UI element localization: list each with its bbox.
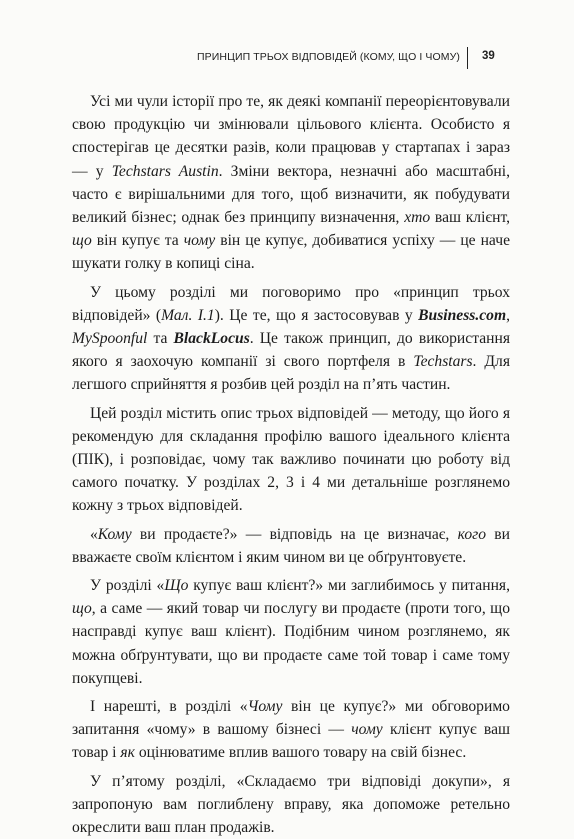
paragraph-text: ваш клієнт, [430,209,511,227]
paragraph [72,281,510,397]
paragraph-text: та [147,330,174,348]
emphasis-text: Techstars [413,353,473,371]
page-header [0,47,574,69]
emphasis-text: чому [351,721,383,739]
emphasis-text: що [72,600,92,618]
emphasis-text: MySpoonful [72,330,148,348]
page-number: 39 [482,50,495,62]
body-text [72,90,510,839]
paragraph-text: , а саме — який товар чи послугу ви продаєте (проти того, що насправді купує ваш клієнт). Подібним чином розглянемо, як можна обґрунтувати, що ви продаєте саме той товар і саме тому покупцеві. [72,600,510,687]
paragraph-text: « [90,525,98,543]
emphasis-text: BlackLocus [173,330,250,348]
paragraph-text: . Це також принцип, до використання якого я заохочую компанії зі свого портфеля в [72,330,510,371]
header-divider [467,47,468,69]
running-head: ПРИНЦИП ТРЬОХ ВІДПОВІДЕЙ (КОМУ, ЩО І ЧОМУ) [197,51,460,63]
paragraph-text: купує ваш клієнт?» ми заглибимось у питання, [188,577,510,595]
paragraph-text: ви вважаєте своїм клієнтом і яким чином ви це обґрунтовуєте. [72,525,511,566]
paragraph-text: оцінюватиме вплив вашого товару на свій бізнес. [134,744,467,762]
paragraph [72,695,510,765]
emphasis-text: що [72,232,92,250]
paragraph [72,770,510,839]
emphasis-text: хто [404,209,431,227]
paragraph [72,90,510,276]
paragraph-text: І нарешті, в розділі « [90,698,248,716]
paragraph [72,523,510,569]
paragraph-text: Цей розділ містить опис трьох відповідей — методу, що його я рекомендую для складання профілю вашого ідеального клієнта (ПІК), і розповідає, чому так важливо починати цю роботу від самого початку. У розділах 2, 3 і 4 ми детальніше розглянемо кожну з трьох відповідей. [72,404,510,515]
paragraph-text: У розділі « [90,577,165,595]
emphasis-text: Кому [97,525,132,543]
emphasis-text: кого [457,525,487,543]
emphasis-text: Techstars Austin [111,162,219,180]
emphasis-text: Business.com [418,306,507,324]
paragraph-text: він купує та [91,232,184,250]
paragraph-text: У цьому розділі ми поговоримо про «принцип трьох відповідей» ( [72,283,510,324]
paragraph-text: він це купує, добиватися успіху — це наче шукати голку в копиці сіна. [72,232,510,273]
paragraph-text: ви продаєте?» — відповідь на це визначає, [131,525,458,543]
paragraph-text: . Для легшого сприйняття я розбив цей розділ на п’ять частин. [72,353,510,394]
emphasis-text: чому [183,232,216,250]
emphasis-text: Що [164,577,189,595]
paragraph-text: У п’ятому розділі, «Складаємо три відповіді докупи», я запропоную вам поглиблену вправу, яка допоможе ретельно окреслити ваш план продажів. [72,772,510,837]
paragraph [72,402,510,518]
paragraph-text: , [506,306,510,324]
paragraph-text: . Зміни вектора, незначні або масштабні, часто є вирішальними для того, щоб визначити, як побудувати великий бізнес; однак без принципу визначення, [72,162,511,227]
paragraph-text: клієнт купує ваш товар і [72,721,511,762]
paragraph-text: Усі ми чули історії про те, як деякі компанії переорієнтовували свою продукцію чи змінювали цільового клієнта. Особисто я спостерігав це десятки разів, коли працював у стартапах і зараз — у [72,93,510,180]
emphasis-text: Чому [247,698,283,716]
paragraph-text: ). Це те, що я застосовував у [214,306,419,324]
paragraph-text: він це купує?» ми обговоримо запитання «чому» в вашому бізнесі — [72,698,510,739]
paragraph [72,574,510,690]
emphasis-text: як [120,744,135,762]
emphasis-text: Мал. І.1 [161,306,215,324]
